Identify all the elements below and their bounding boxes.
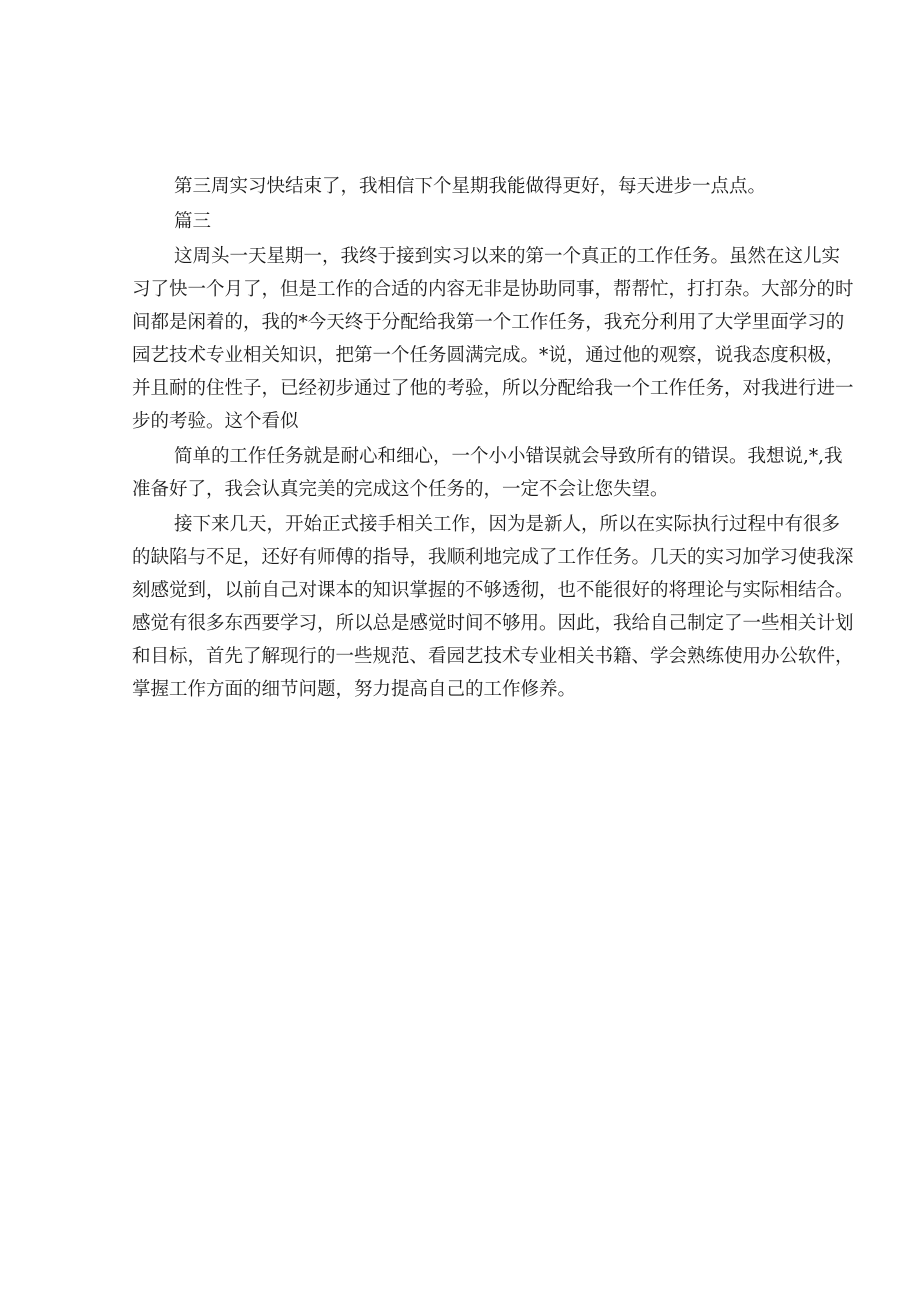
text-line: 步的考验。这个看似: [132, 411, 299, 432]
paragraph-week-three-end: [132, 170, 793, 203]
text-line: 园艺技术专业相关知识，把第一个任务圆满完成。*说，通过他的观察，说我态度积极，: [132, 345, 845, 366]
paragraph-first-task: [132, 240, 854, 438]
section-heading: 篇三: [174, 211, 212, 232]
text-line: 掌握工作方面的细节问题，努力提高自己的工作修养。: [132, 679, 577, 700]
text-line: 第三周实习快结束了，我相信下个星期我能做得更好，每天进步一点点。: [174, 176, 767, 197]
text-line: 的缺陷与不足，还好有师傅的指导，我顺利地完成了工作任务。几天的实习加学习使我深: [132, 547, 854, 568]
paragraph-following-days: [132, 508, 854, 706]
text-line: 准备好了，我会认真完美的完成这个任务的，一定不会让您失望。: [132, 479, 669, 500]
text-line: 刻感觉到，以前自己对课本的知识掌握的不够透彻，也不能很好的将理论与实际相结合。: [132, 580, 854, 601]
text-line: 简单的工作任务就是耐心和细心，一个小小错误就会导致所有的错误。我想说,*,我: [174, 446, 843, 467]
section-heading-part-three: [132, 205, 793, 238]
text-line: 和目标，首先了解现行的一些规范、看园艺技术专业相关书籍、学会熟练使用办公软件，: [132, 646, 854, 667]
document-body: [132, 170, 854, 706]
text-line: 这周头一天星期一，我终于接到实习以来的第一个真正的工作任务。虽然在这儿实: [174, 246, 841, 267]
text-line: 感觉有很多东西要学习，所以总是感觉时间不够用。因此，我给自己制定了一些相关计划: [132, 613, 854, 634]
text-line: 并且耐的住性子，已经初步通过了他的考验，所以分配给我一个工作任务，对我进行进一: [132, 378, 854, 399]
text-line: 间都是闲着的，我的*今天终于分配给我第一个工作任务，我充分利用了大学里面学习的: [132, 312, 845, 333]
paragraph-simple-task: [132, 440, 843, 506]
text-line: 习了快一个月了，但是工作的合适的内容无非是协助同事，帮帮忙，打打杂。大部分的时: [132, 279, 854, 300]
text-line: 接下来几天，开始正式接手相关工作，因为是新人，所以在实际执行过程中有很多: [174, 514, 841, 535]
